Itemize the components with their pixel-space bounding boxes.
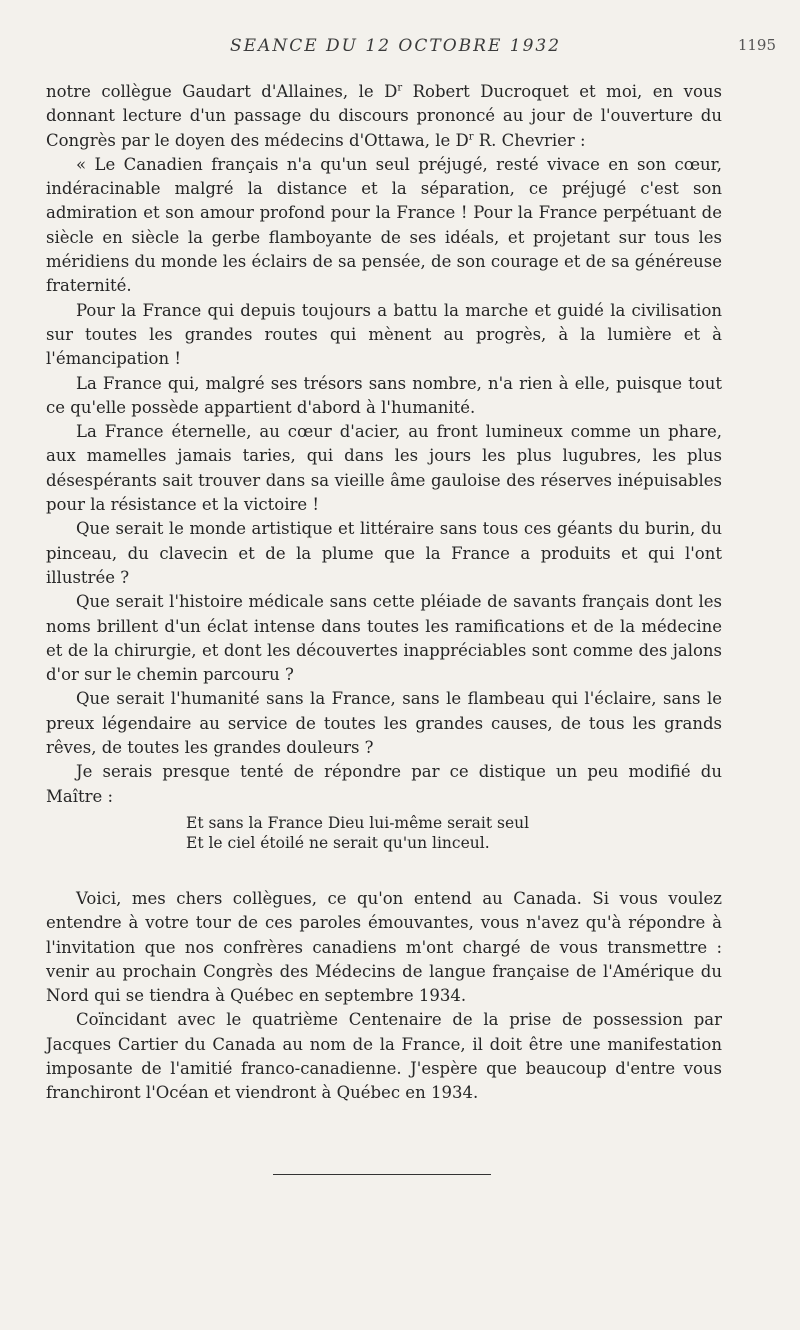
body-text (46, 80, 722, 1106)
page-number: 1195 (737, 36, 776, 54)
page-header (0, 36, 800, 60)
opening-paragraph: notre collègue Gaudart d'Allaines, le $D^r$ Robert Ducroquet et moi, en vous donnant lecture d'un passage du discours prononcé au jour de l'ouverture du Congrès par le doyen des médecins d'Ottawa, le $D^r$ R. Chevrier : (46, 82, 722, 150)
paragraph: Que serait l'histoire médicale sans cette pléiade de savants français dont les noms brillent d'un éclat intense dans toutes les ramifications et de la médecine et de la chirurgie, et dont les découvertes inappréciables sont comme des jalons d'or sur le chemin parcouru ? (46, 592, 722, 685)
paragraph: La France éternelle, au cœur d'acier, au front lumineux comme un phare, aux mamelles jamais taries, qui dans les jours les plus lugubres, les plus désespérants sait trouver dans sa vieille âme gauloise des réserves inépuisables pour la résistance et la victoire ! (46, 422, 722, 515)
running-title: SEANCE DU 12 OCTOBRE 1932 (230, 36, 562, 56)
paragraph: Que serait l'humanité sans la France, sans le flambeau qui l'éclaire, sans le preux légendaire au service de toutes les grandes causes, de tous les grands rêves, de toutes les grandes douleurs ? (46, 689, 722, 758)
verse-line: Et sans la France Dieu lui-même serait seul (186, 813, 530, 832)
end-rule (273, 1174, 491, 1175)
paragraph: Je serais presque tenté de répondre par ce distique un peu modifié du Maître : (46, 762, 722, 806)
verse-line: Et le ciel étoilé ne serait qu'un linceul. (186, 833, 490, 852)
paragraph: Que serait le monde artistique et littéraire sans tous ces géants du burin, du pinceau, du clavecin et de la plume que la France a produits et qui l'ont illustrée ? (46, 519, 722, 587)
paragraph: La France qui, malgré ses trésors sans nombre, n'a rien à elle, puisque tout ce qu'elle possède appartient d'abord à l'humanité. (46, 373, 722, 417)
section-gap (46, 853, 722, 887)
closing-paragraph: Voici, mes chers collègues, ce qu'on entend au Canada. Si vous voulez entendre à votre tour de ces paroles émouvantes, vous n'avez qu'à répondre à l'invitation que nos confrères canadiens m'ont chargé de vous transmettre : venir au prochain Congrès des Médecins de langue française de l'Amérique du Nord qui se tiendra à Québec en septembre 1934. (46, 888, 722, 1006)
paragraph: Pour la France qui depuis toujours a battu la marche et guidé la civilisation sur toutes les grandes routes qui mènent au progrès, à la lumière et à l'émancipation ! (46, 300, 722, 369)
closing-paragraph: Coïncidant avec le quatrième Centenaire de la prise de possession par Jacques Cartier du Canada au nom de la France, il doit être une manifestation imposante de l'amitié franco-canadienne. J'espère que beaucoup d'entre vous franchiront l'Océan et viendront à Québec en 1934. (46, 1010, 722, 1103)
verse-couplet (186, 813, 722, 853)
paragraph: « Le Canadien français n'a qu'un seul préjugé, resté vivace en son cœur, indéracinable malgré la distance et la séparation, ce préjugé c'est son admiration et son amour profond pour la France ! Pour la France perpétuant de siècle en siècle la gerbe flamboyante de ses idéals, et projetant sur tous les méridiens du monde les éclairs de sa pensée, de son courage et de sa généreuse fraternité. (46, 154, 722, 296)
